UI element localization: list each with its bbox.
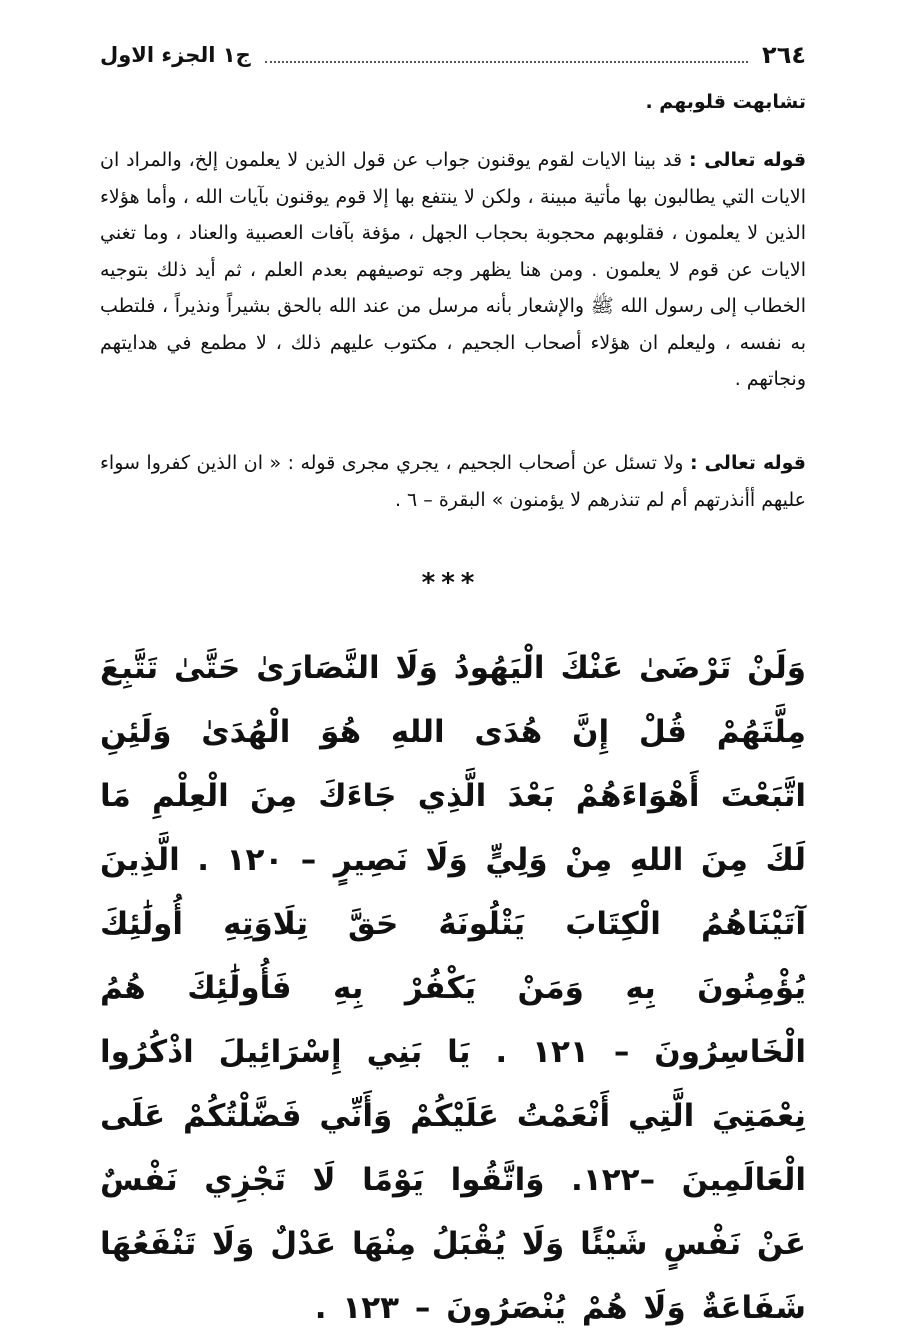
- commentary-paragraph-0: تشابهت قلوبهم .: [645, 91, 806, 113]
- commentary-lead-2: قوله تعالى :: [689, 452, 806, 474]
- commentary-text-1: قد بينا الايات لقوم يوقنون جواب عن قول الذين لا يعلمون إلخ، والمراد ان الايات التي يطالبون بها مأتية مبينة ، ولكن لا ينتفع بها إلا قوم يوقنون بآيات الله ، وأما هؤلاء الذين لا يعلمون ، فقلوبهم محجوبة بحجاب الجهل ، مؤفة بآفات العصبية والعناد ، وما تغني الايات عن قوم لا يعلمون . ومن هنا يظهر وجه توصيفهم بعدم العلم ، ثم أيد ذلك بتوجيه الخطاب إلى رسول الله ﷺ والإشعار بأنه مرسل من عند الله بالحق بشيراً ونذيراً ، فلتطب به نفسه ، وليعلم ان هؤلاء أصحاب الجحيم ، مكتوب عليهم ذلك ، لا مطمع في هدايتهم ونجاتهم .: [100, 149, 806, 390]
- verse-number: – ١٢٣ .: [314, 1290, 431, 1326]
- verse-number: – ١٢٠ .: [197, 842, 317, 878]
- verse-text: وَاتَّقُوا يَوْمًا لَا تَجْزِي نَفْسٌ عَنْ نَفْسٍ شَيْئًا وَلَا يُقْبَلُ مِنْهَا عَدْلٌ وَلَا تَنْفَعُهَا شَفَاعَةٌ وَلَا هُمْ يُنْصَرُونَ: [100, 1162, 806, 1326]
- quran-verses: [100, 636, 806, 1340]
- commentary-lead-1: قوله تعالى :: [689, 149, 807, 171]
- section-divider: ***: [421, 568, 481, 598]
- page-header: [100, 38, 806, 72]
- header-dotted-leader: [265, 47, 748, 63]
- commentary-paragraph-1: [100, 142, 806, 398]
- verse-text: يَا بَنِي إِسْرَائِيلَ اذْكُرُوا نِعْمَتِيَ الَّتِي أَنْعَمْتُ عَلَيْكُمْ وَأَنِّي فَضَّلْتُكُمْ عَلَى الْعَالَمِينَ: [100, 1034, 807, 1198]
- verse-number: – ١٢١ .: [495, 1034, 630, 1070]
- verse-text: وَلَنْ تَرْضَىٰ عَنْكَ الْيَهُودُ وَلَا النَّصَارَىٰ حَتَّىٰ تَتَّبِعَ مِلَّتَهُمْ قُلْ إِنَّ هُدَى اللهِ هُوَ الْهُدَىٰ وَلَئِنِ اتَّبَعْتَ أَهْوَاءَهُمْ بَعْدَ الَّذِي جَاءَكَ مِنَ الْعِلْمِ مَا لَكَ مِنَ اللهِ مِنْ وَلِيٍّ وَلَا نَصِيرٍ: [100, 650, 807, 878]
- verse-text: الَّذِينَ آتَيْنَاهُمُ الْكِتَابَ يَتْلُونَهُ حَقَّ تِلَاوَتِهِ أُولَٰئِكَ يُؤْمِنُونَ بِهِ وَمَنْ يَكْفُرْ بِهِ فَأُولَٰئِكَ هُمُ الْخَاسِرُونَ: [100, 842, 807, 1070]
- commentary-paragraph-2: [100, 445, 806, 518]
- commentary-text-2: ولا تسئل عن أصحاب الجحيم ، يجري مجرى قوله : « ان الذين كفروا سواء عليهم أأنذرتهم أم لم تنذرهم لا يؤمنون » البقرة – ٦ .: [100, 452, 806, 511]
- page-number: ٢٦٤: [762, 41, 806, 69]
- verse-number: –١٢٢.: [571, 1162, 656, 1198]
- running-title: ج١ الجزء الاول: [100, 43, 251, 67]
